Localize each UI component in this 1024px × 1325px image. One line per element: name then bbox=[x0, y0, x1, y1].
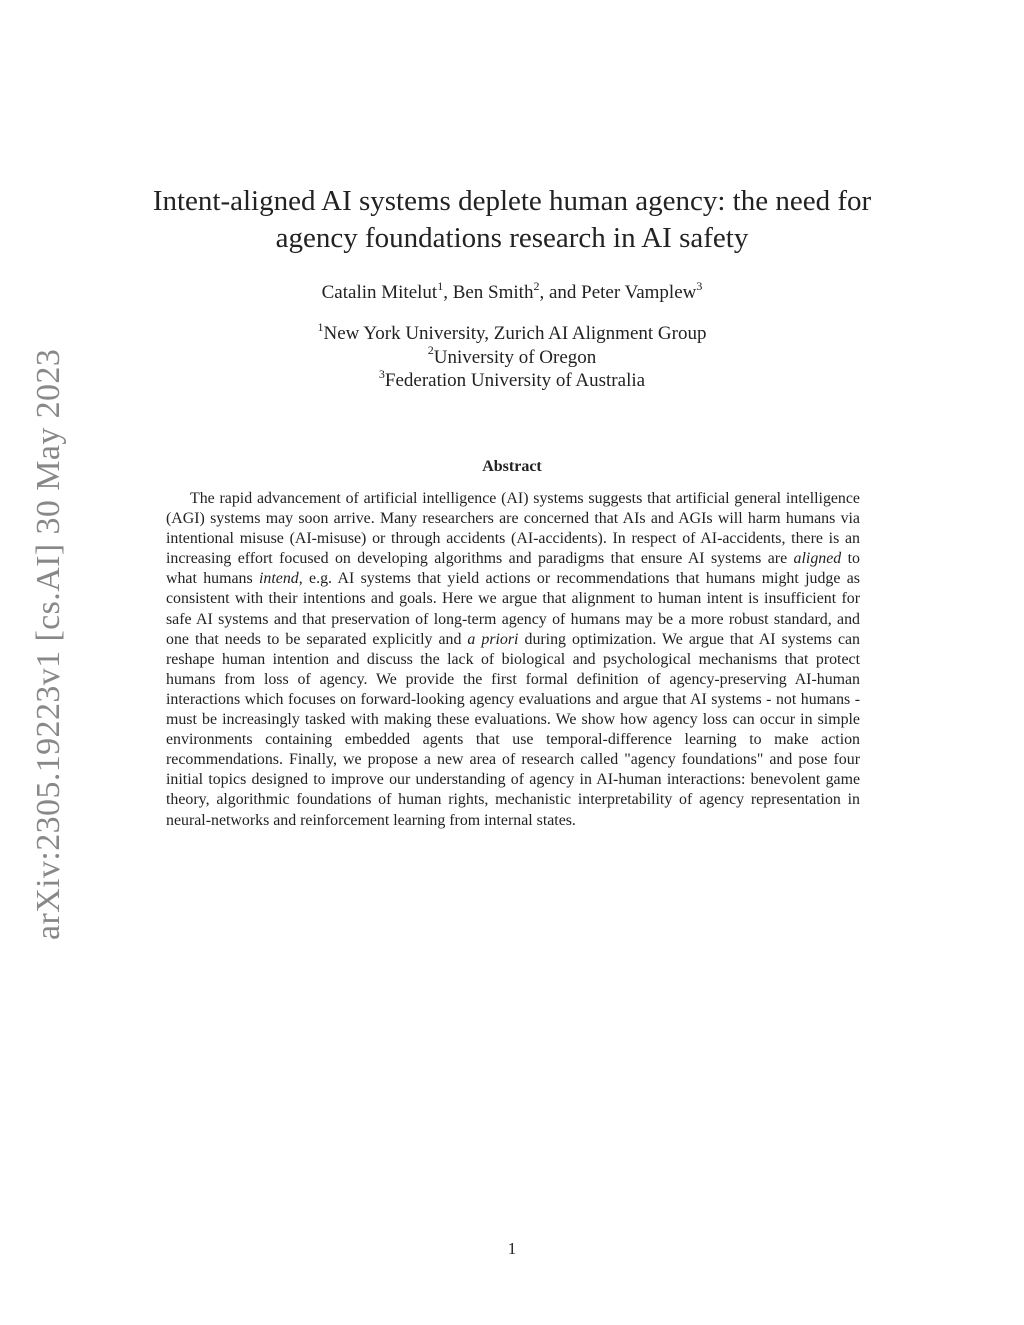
author-separator: , and bbox=[539, 282, 582, 303]
affiliation-mark: 2 bbox=[427, 343, 434, 358]
author-affiliation-mark: 2 bbox=[533, 278, 540, 293]
affiliation-line bbox=[130, 343, 894, 370]
author-name: Catalin Mitelut bbox=[321, 282, 438, 303]
page-number: 1 bbox=[507, 1239, 517, 1258]
arxiv-identifier: arXiv:2305.19223v1 [cs.AI] 30 May 2023 bbox=[30, 348, 67, 940]
author-name: Ben Smith bbox=[452, 282, 534, 303]
affiliation-list bbox=[130, 319, 894, 393]
affiliation-line bbox=[130, 319, 894, 346]
author-affiliation-mark: 1 bbox=[437, 278, 444, 293]
affiliation-mark: 1 bbox=[317, 319, 324, 334]
affiliation-text: New York University, Zurich AI Alignment Group bbox=[323, 323, 707, 344]
author-affiliation-mark: 3 bbox=[696, 278, 703, 293]
abstract-segment: during optimization. We argue that AI systems can reshape human intention and discuss the lack of biological and psychological mechanisms that protect humans from loss of agency. We provide the first formal definition of agency-preserving AI-human interactions which focuses on forward-looking agency evaluations and argue that AI systems - not humans - must be increasingly tasked with making these evaluations. We show how agency loss can occur in simple environments containing embedded agents that use temporal-difference learning to make action recommendations. Finally, we propose a new area of research called "agency foundations" and pose four initial topics designed to improve our understanding of agency in AI-human interactions: benevolent game theory, algorithmic foundations of human rights, mechanistic interpretability of agency representation in neural-networks and reinforcement learning from internal states. bbox=[166, 630, 861, 829]
affiliation-text: Federation University of Australia bbox=[384, 370, 646, 391]
author-name: Peter Vamplew bbox=[581, 282, 697, 303]
abstract-emphasis: aligned bbox=[793, 550, 842, 568]
abstract-emphasis: a priori bbox=[467, 630, 519, 648]
paper-title: Intent-aligned AI systems deplete human agency: the need for agency foundations research in AI safety bbox=[152, 185, 872, 254]
abstract-segment: to what humans bbox=[166, 550, 860, 588]
affiliation-text: University of Oregon bbox=[433, 346, 597, 368]
affiliation-mark: 3 bbox=[378, 366, 385, 381]
abstract-emphasis: intend bbox=[259, 570, 299, 588]
author-separator: , bbox=[443, 282, 453, 303]
affiliation-line bbox=[130, 366, 894, 393]
abstract-segment: The rapid advancement of artificial intelligence (AI) systems suggests that artificial general intelligence (AGI) systems may soon arrive. Many researchers are concerned that AIs and AGIs will harm humans via intentional misuse (AI-misuse) or through accidents (AI-accidents). In respect of AI-accidents, there is an increasing effort focused on developing algorithms and paradigms that ensure AI systems are bbox=[166, 490, 860, 568]
abstract-text bbox=[166, 489, 860, 831]
abstract-segment: , e.g. AI systems that yield actions or recommendations that humans might judge as consistent with their intentions and goals. Here we argue that alignment to human intent is insufficient for safe AI systems and that preservation of long-term agency of humans may be a more robust standard, and one that needs to be separated explicitly and bbox=[166, 570, 860, 648]
abstract-heading: Abstract bbox=[482, 458, 542, 475]
author-list bbox=[130, 278, 894, 305]
